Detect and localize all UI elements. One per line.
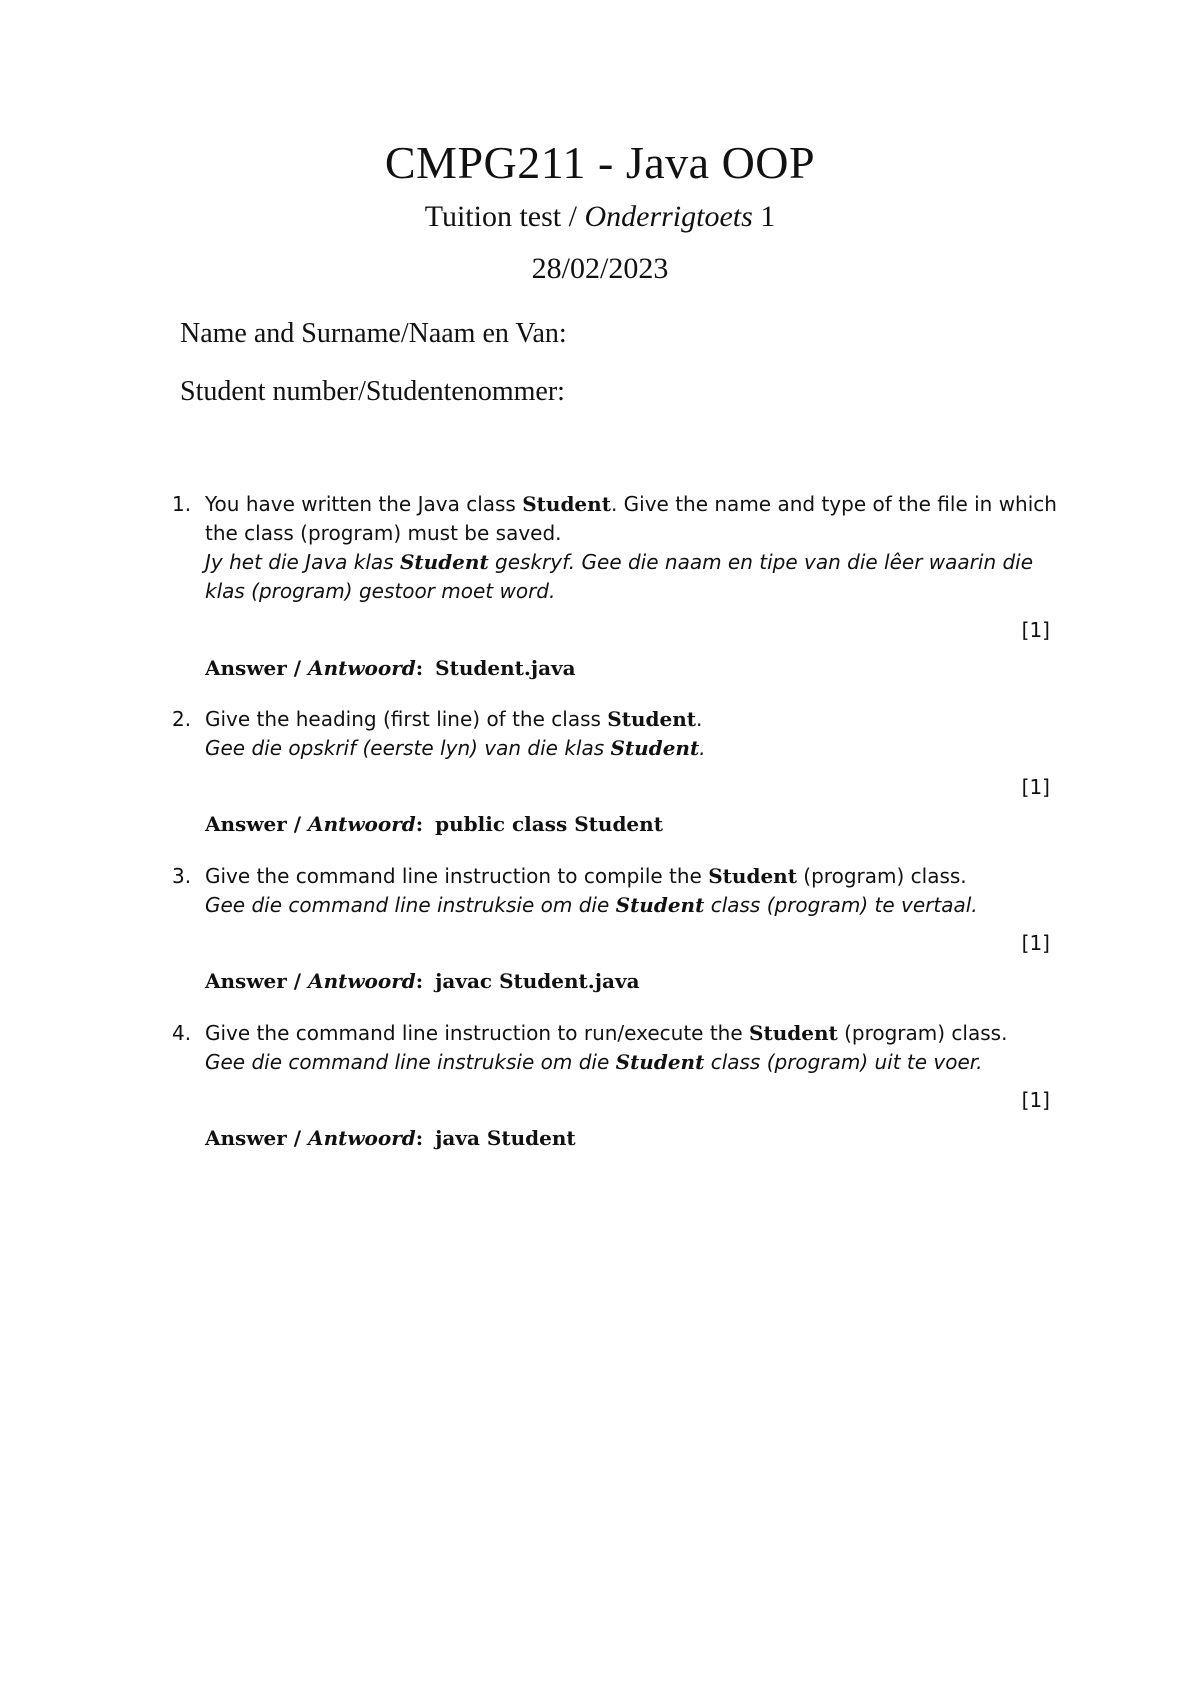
subtitle-afrikaans: Onderrigtoets (584, 200, 753, 233)
question-number: 3. (172, 864, 192, 888)
question-4 (172, 1019, 1062, 1077)
answer-line: Answer / Antwoord: java Student (205, 1126, 576, 1150)
subtitle-english: Tuition test / (424, 200, 577, 233)
student-number-label: Student number/Studentenommer: (180, 376, 565, 407)
document-title: CMPG211 - Java OOP (384, 137, 816, 188)
answer-value: java Student (435, 1126, 576, 1150)
question-text-afrikaans: Gee die command line instruksie om die Student class (program) uit te voer. (205, 1050, 983, 1074)
answer-line: Answer / Antwoord: javac Student.java (205, 969, 640, 993)
answer-line: Answer / Antwoord: Student.java (205, 656, 576, 680)
question-text-afrikaans: Jy het die Java klas Student geskryf. Gee die naam en tipe van die lêer waarin die klas (program) gestoor moet word. (205, 550, 1034, 603)
question-marks: [1] (1021, 1088, 1050, 1112)
document-date: 28/02/2023 (531, 252, 669, 285)
question-1 (172, 490, 1062, 606)
question-3 (172, 862, 1062, 920)
question-marks: [1] (1021, 775, 1050, 799)
answer-value: public class Student (435, 812, 663, 836)
question-2 (172, 705, 1062, 763)
question-marks: [1] (1021, 618, 1050, 642)
question-number: 2. (172, 707, 192, 731)
question-marks: [1] (1021, 931, 1050, 955)
name-surname-label: Name and Surname/Naam en Van: (180, 318, 567, 349)
question-number: 4. (172, 1021, 192, 1045)
answer-value: javac Student.java (435, 969, 640, 993)
question-text-english: You have written the Java class Student. Give the name and type of the file in which the class (program) must be saved. (205, 492, 1057, 545)
question-number: 1. (172, 492, 192, 516)
answer-value: Student.java (435, 656, 576, 680)
question-text-english: Give the command line instruction to run/execute the Student (program) class. (205, 1021, 1008, 1045)
answer-line: Answer / Antwoord: public class Student (205, 812, 663, 836)
document-subtitle (0, 200, 1200, 234)
subtitle-number: 1 (760, 200, 776, 233)
question-text-english: Give the heading (first line) of the class Student. (205, 707, 703, 731)
question-text-afrikaans: Gee die command line instruksie om die Student class (program) te vertaal. (205, 893, 978, 917)
question-text-english: Give the command line instruction to compile the Student (program) class. (205, 864, 967, 888)
question-text-afrikaans: Gee die opskrif (eerste lyn) van die klas Student. (205, 736, 706, 760)
